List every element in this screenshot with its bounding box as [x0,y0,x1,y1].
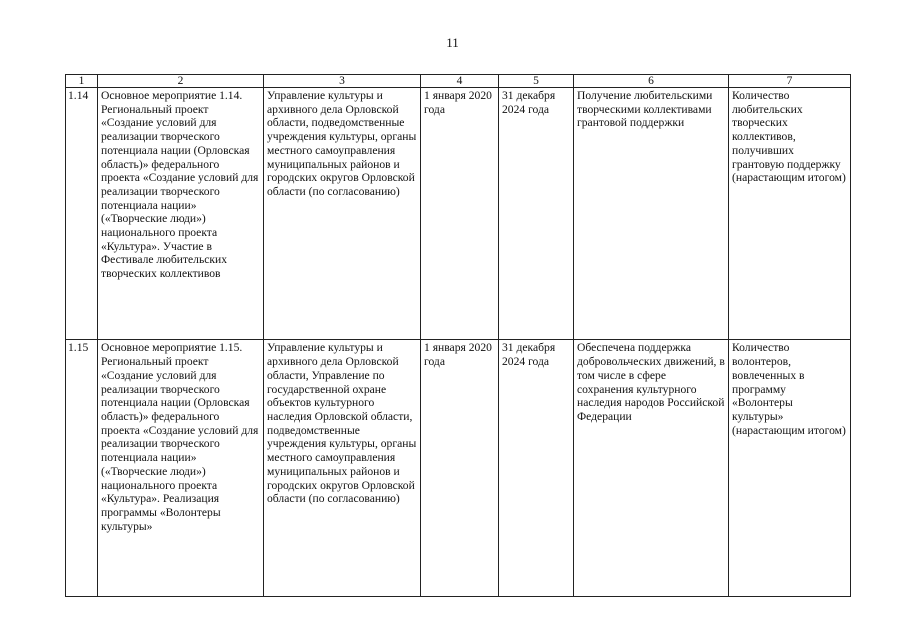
end-date-cell: 31 декабря 2024 года [499,88,574,340]
start-date-cell: 1 января 2020 года [421,88,499,340]
column-header: 2 [98,75,264,88]
event-cell: Основное мероприятие 1.14. Региональный проект «Создание условий для реализации творческого потенциала нации (Орловская область)» федерального проекта «Создание условий для реализации творческого потенциала нации» («Творческие люди») национального проекта «Культура». Участие в Фестивале любительских творческих коллективов [98,88,264,340]
event-cell: Основное мероприятие 1.15. Региональный проект «Создание условий для реализации творческого потенциала нации (Орловская область)» федерального проекта «Создание условий для реализации творческого потенциала нации» («Творческие люди») национального проекта «Культура». Реализация программы «Волонтеры культуры» [98,340,264,597]
column-header: 4 [421,75,499,88]
column-header: 6 [574,75,729,88]
column-header: 5 [499,75,574,88]
start-date-cell: 1 января 2020 года [421,340,499,597]
row-number: 1.14 [66,88,98,340]
result-cell: Обеспечена поддержка добровольческих движений, в том числе в сфере сохранения культурного наследия народов Российской Федерации [574,340,729,597]
header-row [66,75,851,88]
column-header: 7 [729,75,851,88]
row-number: 1.15 [66,340,98,597]
executor-cell: Управление культуры и архивного дела Орловской области, Управление по государственной охране объектов культурного наследия Орловской области, подведомственные учреждения культуры, органы местного самоуправления муниципальных районов и городских округов Орловской области (по согласованию) [264,340,421,597]
indicator-cell: Количество волонтеров, вовлеченных в программу «Волонтеры культуры» (нарастающим итогом) [729,340,851,597]
end-date-cell: 31 декабря 2024 года [499,340,574,597]
table-row [66,340,851,597]
column-header: 1 [66,75,98,88]
program-table [65,74,851,597]
result-cell: Получение любительскими творческими коллективами грантовой поддержки [574,88,729,340]
table-row [66,88,851,340]
page-number: 11 [446,35,459,50]
executor-cell: Управление культуры и архивного дела Орловской области, подведомственные учреждения культуры, органы местного самоуправления муниципальных районов и городских округов Орловской области (по согласованию) [264,88,421,340]
indicator-cell: Количество любительских творческих коллективов, получивших грантовую поддержку (нарастающим итогом) [729,88,851,340]
column-header: 3 [264,75,421,88]
